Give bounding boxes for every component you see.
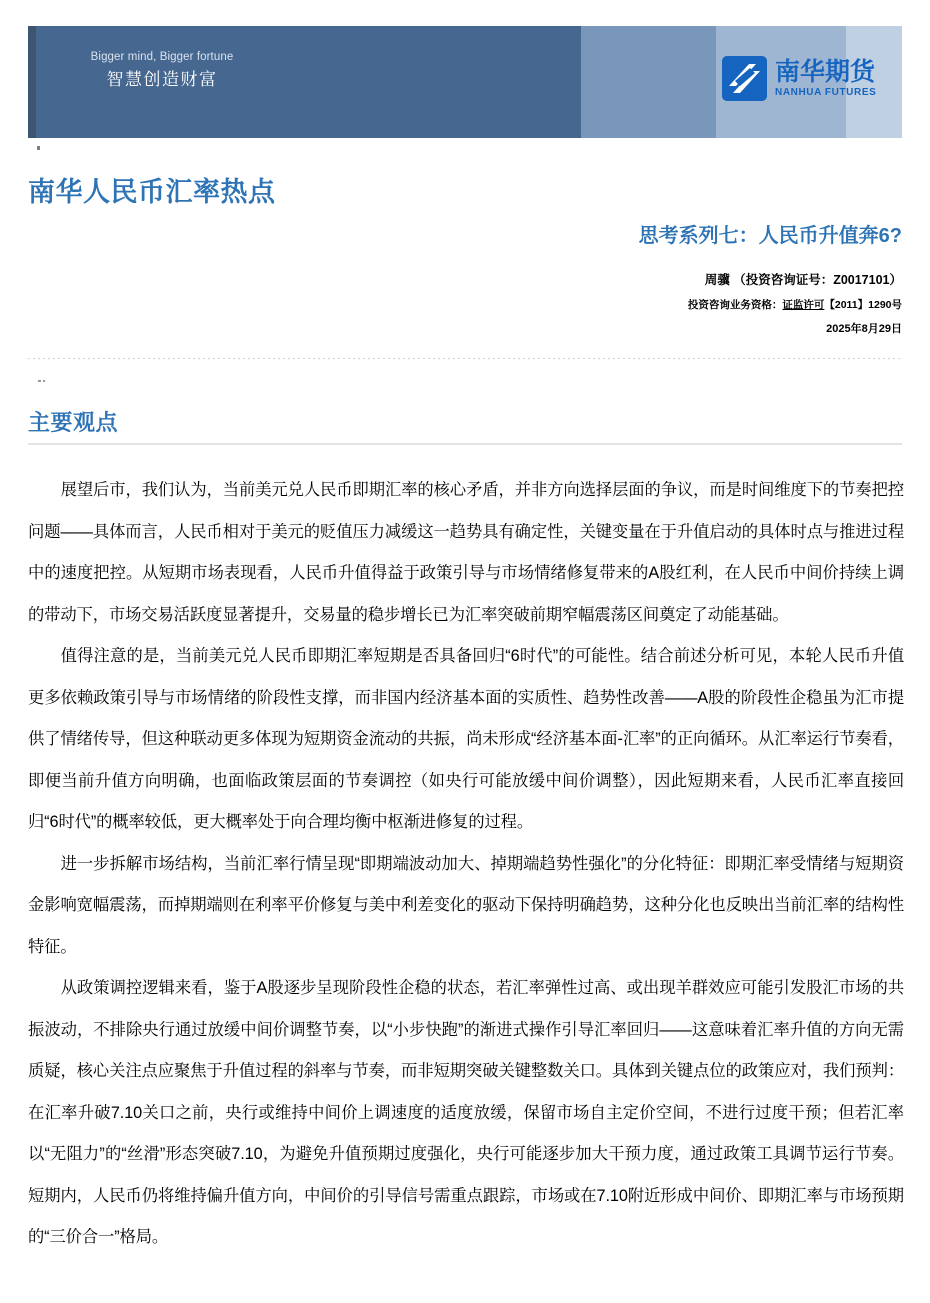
body-paragraph: 进一步拆解市场结构，当前汇率行情呈现“即期端波动加大、掉期端趋势性强化”的分化特征：即期汇率受情绪与短期资金影响宽幅震荡，而掉期端则在利率平价修复与美中利差变化的驱动下保持明确趋势，这种分化也反映出当前汇率的结构性特征。 xyxy=(28,854,904,956)
tagline-english: Bigger mind, Bigger fortune xyxy=(90,51,234,63)
banner-segment-mid xyxy=(581,26,716,138)
company-tagline xyxy=(52,50,272,91)
scan-artifact-speck xyxy=(43,380,45,382)
tagline-chinese: 智慧创造财富 xyxy=(106,69,218,89)
nanhua-futures-logo xyxy=(722,56,876,101)
logo-english-name: NANHUA FUTURES xyxy=(775,86,877,98)
qualification-underlined: 证监许可 xyxy=(782,299,825,311)
scan-artifact-speck xyxy=(37,146,40,150)
body-paragraph: 展望后市，我们认为，当前美元兑人民币即期汇率的核心矛盾，并非方向选择层面的争议，而是时间维度下的节奏把控问题——具体而言，人民币相对于美元的贬值压力减缓这一趋势具有确定性，关键变量在于升值启动的具体时点与推进过程中的速度把控。从短期市场表现看，人民币升值得益于政策引导与市场情绪修复带来的A股红利，在人民币中间价持续上调的带动下，市场交易活跃度显著提升，交易量的稳步增长已为汇率突破前期窄幅震荡区间奠定了动能基础。 xyxy=(28,481,904,624)
section-heading-underline xyxy=(28,443,902,445)
body-paragraph: 从政策调控逻辑来看，鉴于A股逐步呈现阶段性企稳的状态，若汇率弹性过高、或出现羊群效应可能引发股汇市场的共振波动，不排除央行通过放缓中间价调整节奏，以“小步快跑”的渐进式操作引导汇率回归——这意味着汇率升值的方向无需质疑，核心关注点应聚焦于升值过程的斜率与节奏，而非短期突破关键整数关口。具体到关键点位的政策应对，我们预判：在汇率升破7.10关口之前，央行或维持中间价上调速度的适度放缓，保留市场自主定价空间，不进行过度干预；但若汇率以“无阻力”的“丝滑”形态突破7.10，为避免升值预期过度强化，央行可能逐步加大干预力度，通过政策工具调节运行节奏。短期内，人民币仍将维持偏升值方向，中间价的引导信号需重点跟踪，市场或在7.10附近形成中间价、即期汇率与市场预期的“三价合一”格局。 xyxy=(28,979,904,1246)
qualification-prefix: 投资咨询业务资格： xyxy=(687,299,783,311)
qualification-line xyxy=(688,297,902,312)
banner-segment-edge xyxy=(28,26,36,138)
body-paragraph: 值得注意的是，当前美元兑人民币即期汇率短期是否具备回归“6时代”的可能性。结合前述分析可见，本轮人民币升值更多依赖政策引导与市场情绪的阶段性支撑，而非国内经济基本面的实质性、趋势性改善——A股的阶段性企稳虽为汇市提供了情绪传导，但这种联动更多体现为短期资金流动的共振，尚未形成“经济基本面-汇率”的正向循环。从汇率运行节奏看，即便当前升值方向明确，也面临政策层面的节奏调控（如央行可能放缓中间价调整），因此短期来看，人民币汇率直接回归“6时代”的概率较低，更大概率处于向合理均衡中枢渐进修复的过程。 xyxy=(28,647,904,831)
page-title: 南华人民币汇率热点 xyxy=(28,177,276,207)
logo-chinese-name: 南华期货 xyxy=(775,57,876,86)
scan-artifact-speck xyxy=(38,380,41,382)
section-heading-main-points: 主要观点 xyxy=(28,410,119,435)
logo-wordmark xyxy=(775,57,877,98)
page-subtitle: 思考系列七：人民币升值奔6? xyxy=(638,225,902,247)
logo-mark-icon xyxy=(722,56,767,101)
author-byline: 周骥 （投资咨询证号：Z0017101） xyxy=(704,273,902,287)
qualification-suffix: 【2011】1290号 xyxy=(824,299,902,311)
header-dotted-divider xyxy=(28,358,902,359)
publish-date: 2025年8月29日 xyxy=(826,323,902,335)
body-content xyxy=(28,470,904,1259)
